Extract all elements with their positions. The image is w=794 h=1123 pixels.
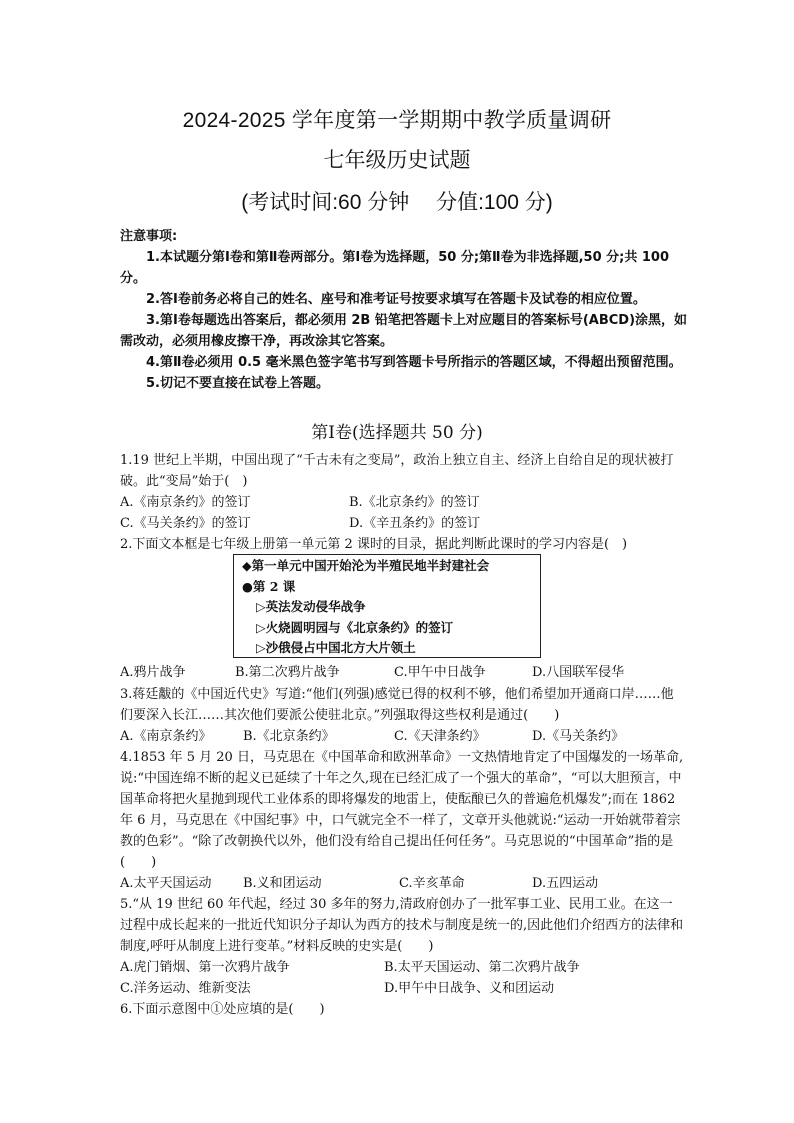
question-3-stem xyxy=(120,684,685,726)
option-b: B.太平天国运动、第二次鸦片战争 xyxy=(384,960,580,975)
question-1-options-row2 xyxy=(120,513,690,534)
question-5-options-row1 xyxy=(120,957,690,978)
option-b: B.《北京条约》的签订 xyxy=(349,495,480,510)
question-text: 5.“从 19 世纪 60 年代起，经过 30 多年的努力,清政府创办了一批军事工业、民用工业。在这一过程中成长起来的一批近代知识分子却认为西方的技术与制度是统一的,因此他们介绍西方的法律和制度,呼吁从制度上进行变革。”材料反映的史实是( ) xyxy=(120,897,684,954)
question-2-options xyxy=(120,662,690,683)
option-c: C.洋务运动、维新变法 xyxy=(120,981,251,996)
question-4-stem xyxy=(120,747,685,873)
notes-heading: 注意事项: xyxy=(120,229,178,244)
note-item: 3.第Ⅰ卷每题选出答案后，都必须用 2B 铅笔把答题卡上对应题目的答案标号(ABCD)涂黑，如需改动，必须用橡皮擦干净，再改涂其它答案。 xyxy=(120,313,688,349)
option-a: A.《南京条约》的签订 xyxy=(120,495,251,510)
exam-info: (考试时间:60 分钟 分值:100 分) xyxy=(241,191,553,214)
note-item: 4.第Ⅱ卷必须用 0.5 毫米黑色签字笔书写到答题卡号所指示的答题区域，不得超出预留范围。 xyxy=(146,355,682,370)
question-1-stem xyxy=(120,450,685,492)
option-c: C.《天津条约》 xyxy=(394,729,486,744)
option-b: B.义和团运动 xyxy=(243,876,322,891)
option-d: D.甲午中日战争、义和团运动 xyxy=(384,981,555,996)
question-5-options-row2 xyxy=(120,978,690,999)
notes-section xyxy=(120,226,690,394)
exam-subtitle: 七年级历史试题 xyxy=(323,148,471,172)
option-a: A.太平天国运动 xyxy=(120,876,212,891)
option-d: D.八国联军侵华 xyxy=(532,665,625,680)
question-1-options-row1 xyxy=(120,492,690,513)
option-c: C.甲午中日战争 xyxy=(394,665,486,680)
option-d: D.《马关条约》 xyxy=(532,729,625,744)
question-text: 3.蒋廷黻的《中国近代史》写道:“他们(列强)感觉已得的权利不够，他们希望加开通商口岸……他们要深入长江……其次他们要派公使驻北京。”列强取得这些权利是通过( ) xyxy=(120,687,674,723)
question-3-options xyxy=(120,726,690,747)
question-text: 1.19 世纪上半期，中国出现了“千古未有之变局”，政治上独立自主、经济上自给自足的现状被打破。此“变局”始于( ) xyxy=(120,453,674,489)
option-a: A.鸦片战争 xyxy=(120,665,186,680)
toc-lesson: ●第 2 课 xyxy=(242,578,296,594)
option-d: D.五四运动 xyxy=(532,876,599,891)
table-of-contents-box xyxy=(233,554,541,658)
question-text: 4.1853 年 5 月 20 日，马克思在《中国革命和欧洲革命》一文热情地肯定了中国爆发的一场革命,说:“中国连绵不断的起义已延续了十年之久,现在已经汇成了一个强大的革命”，“可以大胆预言，中国革命将把火星抛到现代工业体系的即将爆发的地雷上，使酝酿已久的普遍危机爆发”;而在 1862 年 6 月，马克思在《中国纪事》中，口气就完全不一样了，文章开头他就说:“运动一开始就带着宗教的色彩”。“除了改朝换代以外，他们没有给自己提出任何任务”。马克思说的“中国革命”指的是( ) xyxy=(120,750,684,870)
question-6-stem xyxy=(120,999,685,1020)
note-item: 2.答Ⅰ卷前务必将自己的姓名、座号和准考证号按要求填写在答题卡及试卷的相应位置。 xyxy=(146,292,646,307)
question-2-stem xyxy=(120,534,685,555)
question-5-stem xyxy=(120,894,685,957)
toc-item: ▷火烧圆明园与《北京条约》的签订 xyxy=(256,619,454,635)
exam-title: 2024-2025 学年度第一学期期中教学质量调研 xyxy=(182,109,612,132)
question-text: 2.下面文本框是七年级上册第一单元第 2 课时的目录，据此判断此课时的学习内容是( ) xyxy=(120,537,628,552)
toc-item: ▷英法发动侵华战争 xyxy=(256,599,366,614)
toc-item: ▷沙俄侵占中国北方大片领土 xyxy=(256,640,416,655)
option-d: D.《辛丑条约》的签订 xyxy=(349,516,481,531)
note-item: 5.切记不要直接在试卷上答题。 xyxy=(146,376,329,391)
question-4-options xyxy=(120,873,690,894)
option-c: C.《马关条约》的签订 xyxy=(120,516,251,531)
toc-unit-title: ◆第一单元中国开始沦为半殖民地半封建社会 xyxy=(242,558,490,573)
option-b: B.第二次鸦片战争 xyxy=(235,665,340,680)
option-b: B.《北京条约》 xyxy=(243,729,335,744)
note-item: 1.本试题分第Ⅰ卷和第Ⅱ卷两部分。第Ⅰ卷为选择题，50 分;第Ⅱ卷为非选择题,50 分;共 100 分。 xyxy=(120,250,670,286)
option-a: A.《南京条约》 xyxy=(120,729,212,744)
option-c: C.辛亥革命 xyxy=(399,876,465,891)
section-title: 第Ⅰ卷(选择题共 50 分) xyxy=(311,423,483,443)
option-a: A.虎门销烟、第一次鸦片战争 xyxy=(120,960,290,975)
question-text: 6.下面示意图中①处应填的是( ) xyxy=(120,1002,325,1017)
